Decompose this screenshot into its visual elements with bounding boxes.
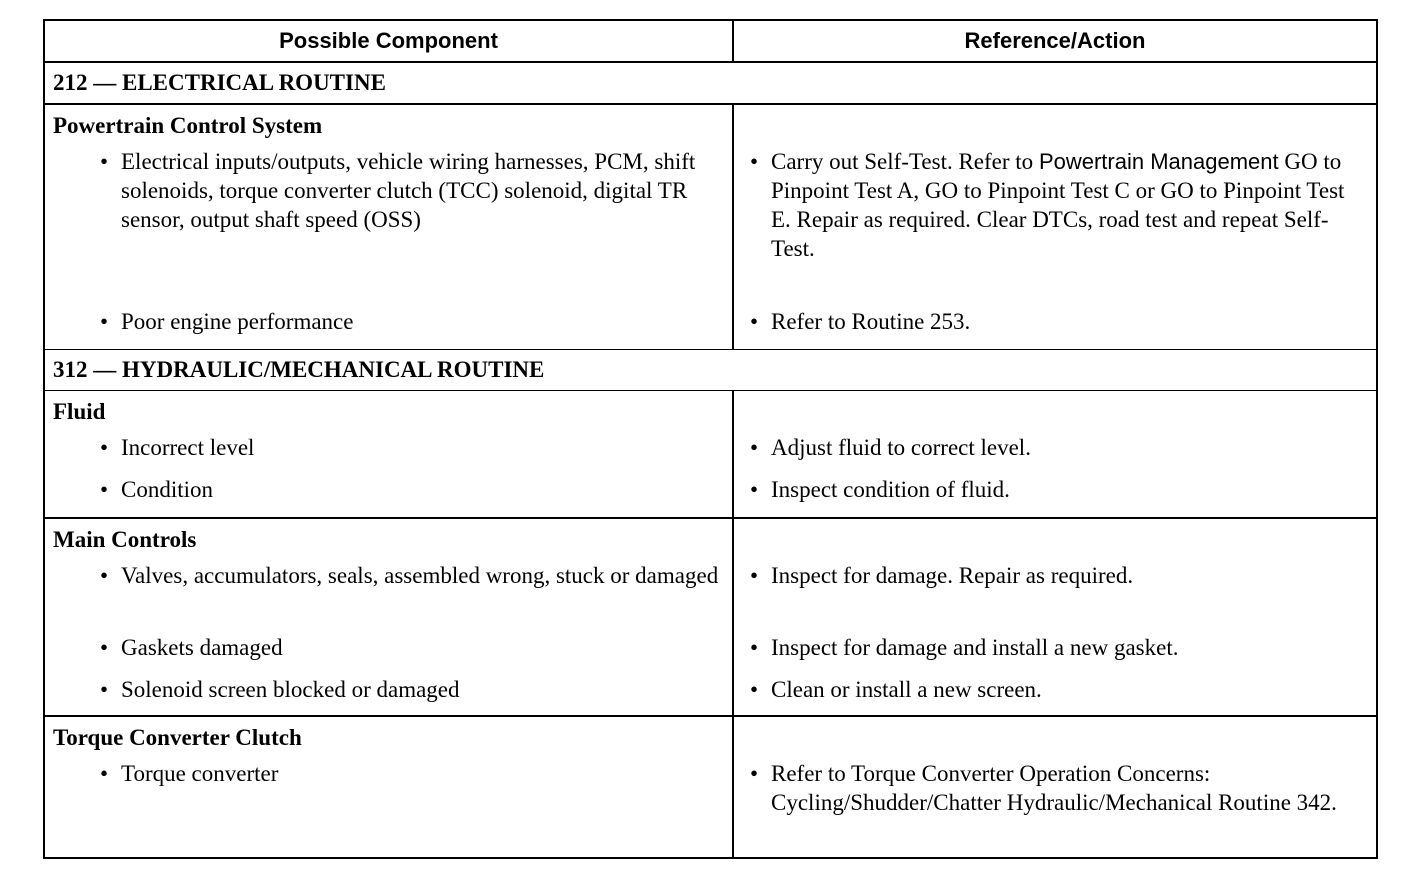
group-title: Powertrain Control System [53, 113, 323, 138]
group-title: Fluid [53, 399, 106, 424]
bullet-icon: • [100, 677, 109, 702]
bullet-icon: • [100, 563, 109, 588]
group-title: Torque Converter Clutch [53, 725, 302, 750]
list-item [734, 433, 1376, 475]
component-text: Solenoid screen blocked or damaged [121, 677, 460, 702]
list-item [45, 561, 732, 633]
component-text: Valves, accumulators, seals, assembled wrong, stuck or damaged [121, 563, 719, 588]
component-cell [44, 104, 733, 350]
action-cell [733, 518, 1377, 716]
bullet-icon: • [750, 761, 759, 786]
action-cell [733, 716, 1377, 858]
list-item [45, 675, 732, 715]
list-item [45, 433, 732, 475]
list-item [45, 475, 732, 517]
bullet-icon: • [100, 761, 109, 786]
list-item [734, 561, 1376, 633]
component-cell [44, 716, 733, 858]
bullet-icon: • [100, 149, 109, 174]
column-header-possible-component: Possible Component [44, 20, 733, 62]
action-text: Clean or install a new screen. [771, 677, 1042, 702]
column-header-reference-action: Reference/Action [733, 20, 1377, 62]
list-item [734, 675, 1376, 715]
component-cell [44, 391, 733, 519]
action-text: Adjust fluid to correct level. [771, 435, 1031, 460]
list-item [734, 305, 1376, 349]
action-cell [733, 391, 1377, 519]
action-text: Carry out Self-Test. Refer to [771, 149, 1034, 174]
routine-title: 212 — ELECTRICAL ROUTINE [44, 62, 1377, 104]
bullet-icon: • [750, 435, 759, 460]
bullet-icon: • [750, 635, 759, 660]
diagnostic-table [43, 19, 1378, 859]
list-item [45, 633, 732, 675]
routine-title: 312 — HYDRAULIC/MECHANICAL ROUTINE [44, 350, 1377, 391]
group-title: Main Controls [53, 527, 197, 552]
group-row [44, 104, 1377, 350]
component-text: Torque converter [121, 761, 279, 786]
bullet-icon: • [750, 677, 759, 702]
table-header-row [44, 20, 1377, 62]
group-row [44, 391, 1377, 519]
component-text: Electrical inputs/outputs, vehicle wiring harnesses, PCM, shift solenoids, torque converter clutch (TCC) solenoid, digital TR sensor, output shaft speed (OSS) [121, 149, 696, 232]
routine-row [44, 62, 1377, 104]
powertrain-management-link[interactable]: Powertrain Management [1038, 149, 1279, 174]
bullet-icon: • [750, 309, 759, 334]
action-text: Refer to Torque Converter Operation Concerns: Cycling/Shudder/Chatter Hydraulic/Mechanical Routine 342. [771, 761, 1337, 815]
bullet-icon: • [750, 149, 759, 174]
bullet-icon: • [100, 435, 109, 460]
action-text: Inspect for damage and install a new gasket. [771, 635, 1179, 660]
action-text: Inspect for damage. Repair as required. [771, 563, 1134, 588]
action-cell [733, 104, 1377, 350]
bullet-icon: • [100, 309, 109, 334]
list-item [45, 147, 732, 305]
bullet-icon: • [750, 563, 759, 588]
bullet-icon: • [100, 477, 109, 502]
component-cell [44, 518, 733, 716]
group-row [44, 716, 1377, 858]
action-text: GO to Pinpoint Test A, GO to Pinpoint Test C or GO to Pinpoint Test E. Repair as required. Clear DTCs, road test and repeat Self-Test. [771, 149, 1345, 261]
list-item [734, 759, 1376, 857]
component-text: Incorrect level [121, 435, 255, 460]
group-row [44, 518, 1377, 716]
component-text: Poor engine performance [121, 309, 354, 334]
bullet-icon: • [750, 477, 759, 502]
component-text: Gaskets damaged [121, 635, 283, 660]
list-item [45, 305, 732, 349]
action-text: Refer to Routine 253. [771, 309, 971, 334]
list-item [734, 633, 1376, 675]
routine-row [44, 350, 1377, 391]
component-text: Condition [121, 477, 214, 502]
bullet-icon: • [100, 635, 109, 660]
list-item [734, 475, 1376, 517]
action-text: Inspect condition of fluid. [771, 477, 1010, 502]
list-item [45, 759, 732, 857]
list-item [734, 147, 1376, 305]
